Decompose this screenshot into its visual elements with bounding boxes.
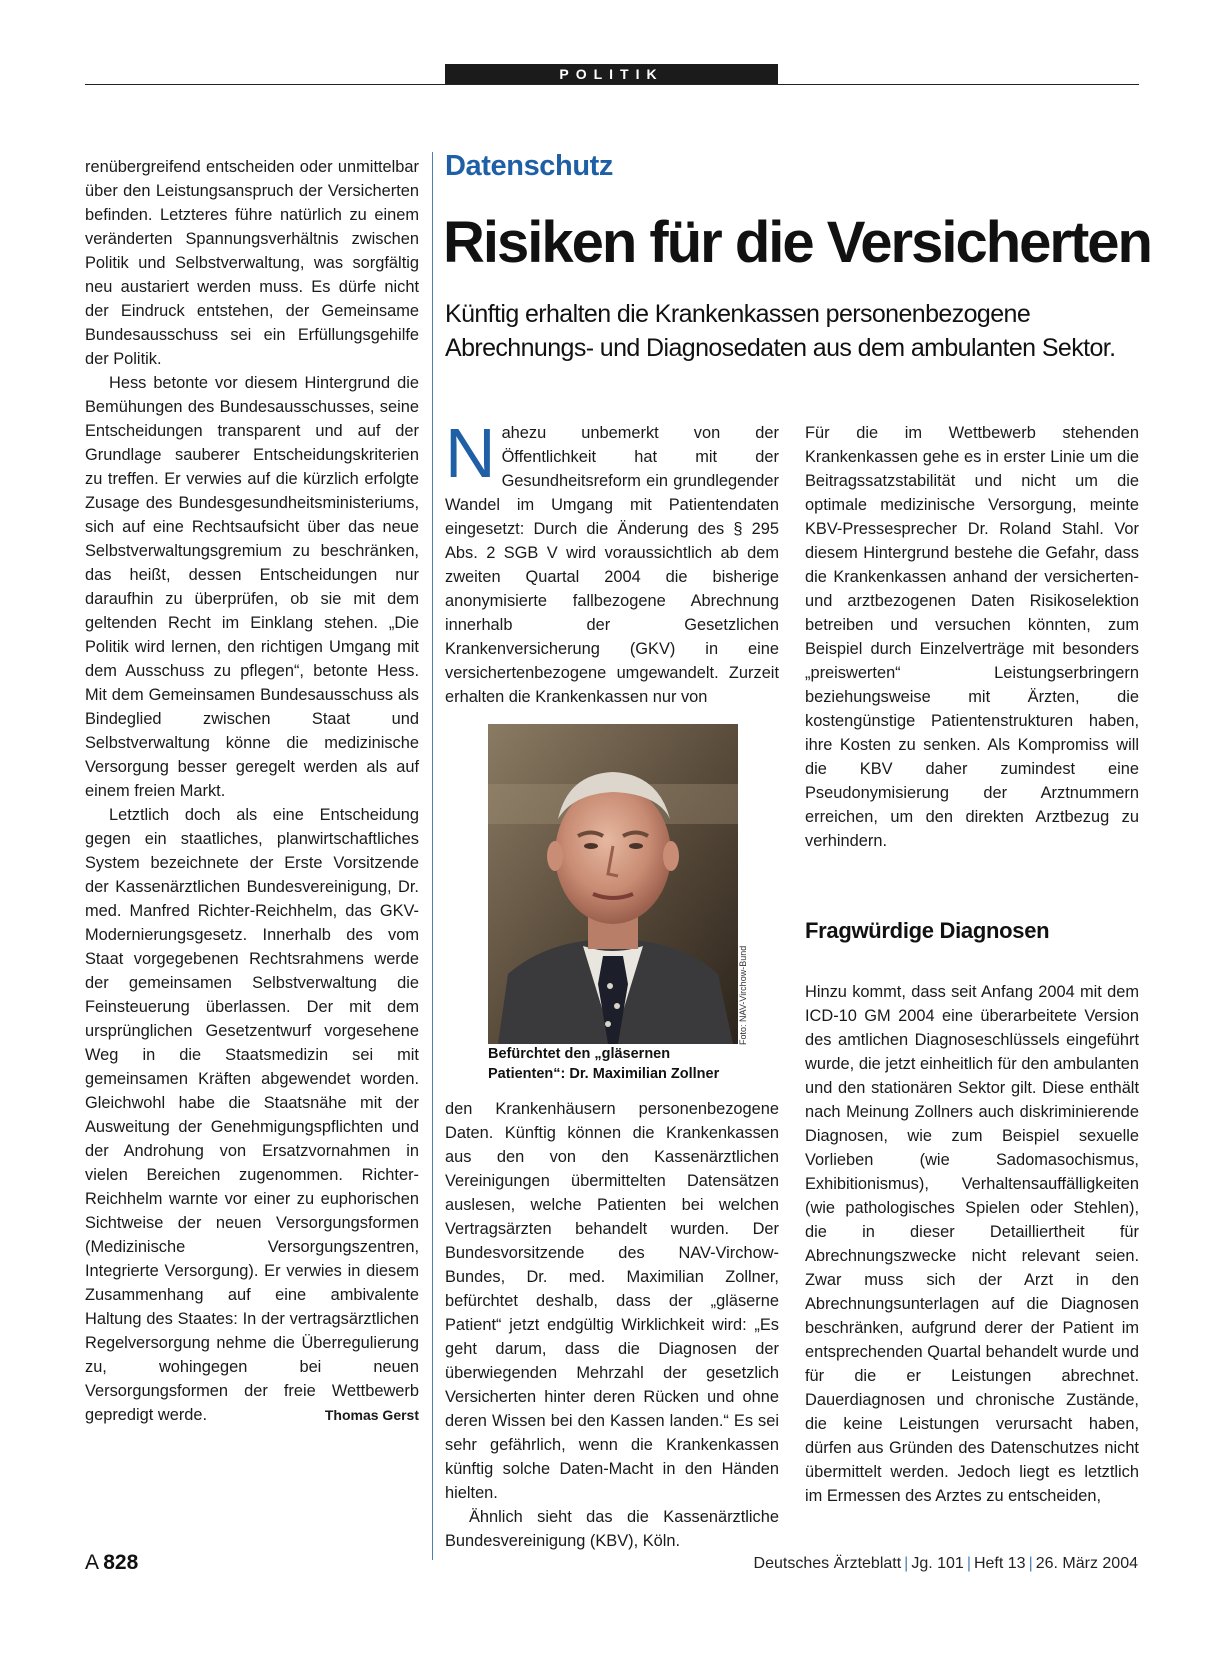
page-prefix: A [85, 1551, 100, 1574]
paragraph-text: Letztlich doch als eine Entscheidung gegen ein staatliches, planwirtschaftliches System bezeichnete der Erste Vorsitzende der Kassenärztlichen Bundesvereinigung, Dr. med. Manfred Richter-Reichhelm, das GKV-Modernierungsgesetz. Innerhalb des vom Staat vorgegebenen Rechtsrahmens werde der gemeinsamen Selbstverwaltung die Feinsteuerung überlassen. Der mit dem ursprünglichen Gesetzentwurf vorgesehene Weg in die Staatsmedizin sei mit gemeinsamen Kräften abgewendet worden. Gleichwohl habe die Staatsnähe mit der Ausweitung der Genehmigungspflichten und der Androhung von Ersatzvornahmen in vielen Bereichen zugenommen. Richter-Reichhelm warnte vor einer zu euphorischen Sichtweise der neuen Versorgungsformen (Medizinische Versorgungszentren, Integrierte Versorgung). Er verwies in diesem Zusammenhang auf eine ambivalente Haltung des Staates: In der vertragsärztlichen Regelversorgung nehme die Überregulierung zu, wohingegen bei neuen Versorgungsformen der freie Wettbewerb gepredigt werde. [85, 806, 419, 1424]
paragraph: Für die im Wettbewerb stehenden Krankenkassen gehe es in erster Linie um die Beitragssatzstabilität und nicht um die optimale medizinische Versorgung, meinte KBV-Pressesprecher Dr. Roland Stahl. Vor diesem Hintergrund bestehe die Gefahr, dass die Krankenkassen anhand der versicherten- und arztbezogenen Daten Risikoselektion betreiben und versuchen könnten, zum Beispiel durch Einzelverträge mit besonders „preiswerten“ Leistungserbringern beziehungsweise mit Ärzten, die kostengünstige Patientenstrukturen haben, ihre Kosten zu senken. Als Kompromiss will die KBV daher zumindest eine Pseudonymisierung der Arztnummern erreichen, um den direkten Arztbezug zu verhindern. [805, 424, 1139, 850]
portrait-illustration [488, 724, 738, 1044]
article-headline: Risiken für die Versicherten [443, 210, 1151, 275]
article-column-3-continued [805, 980, 1139, 1508]
paragraph [85, 803, 419, 1427]
issue: Heft 13 [973, 1555, 1026, 1572]
article-kicker: Datenschutz [445, 150, 614, 182]
photo-credit: Foto: NAV-Virchow-Bund [738, 945, 748, 1045]
previous-article-column [85, 155, 419, 1427]
portrait-photo [488, 724, 738, 1044]
article-column-3 [805, 421, 1139, 853]
paragraph: renübergreifend entscheiden oder unmittelbar über den Leistungsanspruch der Versicherten befinden. Letzteres führe natürlich zu einem veränderten Spannungsverhältnis zwischen Politik und Selbstverwaltung, was sorgfältig neu austariert werden muss. Es dürfe nicht der Eindruck entstehen, der Gemeinsame Bundesausschuss sei ein Erfüllungsgehilfe der Politik. [85, 158, 419, 368]
header-rule [85, 84, 1139, 85]
column-divider [432, 152, 433, 1560]
article-column-2-continued [445, 1097, 779, 1553]
section-label: POLITIK [445, 64, 778, 85]
paragraph: den Krankenhäusern personenbezogene Daten. Künftig können die Krankenkassen aus den von den Kassenärztlichen Vereinigungen übermittelten Datensätzen auslesen, welche Patienten bei welchen Vertragsärzten behandelt wurden. Der Bundesvorsitzende des NAV-Virchow-Bundes, Dr. med. Maximilian Zollner, befürchtet deshalb, dass der „gläserne Patient“ jetzt endgültig Wirklichkeit wird: „Es geht darum, dass die Diagnosen der überwiegenden Mehrzahl der gesetzlich Versicherten hinter deren Rücken und ohne deren Wissen bei den Kassen landen.“ Es sei sehr gefährlich, wenn die Krankenkassen künftig solche Daten-Macht in den Händen hielten. [445, 1100, 779, 1502]
article-deck: Künftig erhalten die Krankenkassen personenbezogene Abrechnungs- und Diagnosedaten aus dem ambulanten Sektor. [445, 300, 1116, 362]
photo-caption: Befürchtet den „gläsernen Patienten“: Dr. Maximilian Zollner [488, 1046, 720, 1082]
section-subhead: Fragwürdige Diagnosen [805, 918, 1050, 943]
paragraph: Hess betonte vor diesem Hintergrund die Bemühungen des Bundesausschusses, seine Entscheidungen transparent und auf der Grundlage sauberer Entscheidungskriterien zu treffen. Er verwies auf die kürzlich erfolgte Zusage des Bundesgesundheitsministeriums, sich auf eine Rechtsaufsicht über das neue Selbstverwaltungsgremium zu beschränken, das heißt, dessen Entscheidungen nur daraufhin zu überprüfen, ob sie mit dem geltenden Recht im Einklang stehen. „Die Politik wird lernen, den richtigen Umgang mit dem Ausschuss zu pflegen“, betonte Hess. Mit dem Gemeinsamen Bundesausschuss als Bindeglied zwischen Staat und Selbstverwaltung könne die medizinische Versorgung besser geregelt werden als auf einem freien Markt. [85, 374, 419, 800]
drop-cap: N [445, 414, 496, 492]
page-number-value: 828 [103, 1551, 139, 1574]
author-byline: Thomas Gerst [324, 1407, 419, 1423]
journal-name: Deutsches Ärzteblatt [753, 1555, 902, 1572]
article-column-2 [445, 414, 779, 709]
volume: Jg. 101 [911, 1555, 964, 1572]
paragraph: Hinzu kommt, dass seit Anfang 2004 mit dem ICD-10 GM 2004 eine überarbeitete Version des amtlichen Diagnoseschlüssels eingeführt wurde, die jetzt einheitlich für den ambulanten und den stationären Sektor gilt. Diese enthält nach Meinung Zollners auch diskriminierende Diagnosen, wie zum Beispiel sexuelle Vorlieben (wie Sadomasochismus, Exhibitionismus), Verhaltensauffälligkeiten (wie pathologisches Spielen oder Stehlen), die in dieser Detailliertheit für Abrechnungszwecke nicht relevant seien. Zwar muss sich der Arzt in den Abrechnungsunterlagen auf die Diagnosen beschränken, aufgrund derer der Patient im entsprechenden Quartal behandelt wurde und für die er Leistungen abrechnet. Dauerdiagnosen und chronische Zustände, die keine Leistungen verursacht haben, dürfen aus Gründen des Datenschutzes nicht übermittelt werden. Jedoch liegt es letztlich im Ermessen des Arztes zu entscheiden, [805, 983, 1139, 1505]
paragraph [445, 414, 779, 709]
paragraph: Ähnlich sieht das die Kassenärztliche Bundesvereinigung (KBV), Köln. [445, 1508, 779, 1550]
issue-date: 26. März 2004 [1035, 1555, 1138, 1572]
page-number [85, 1551, 138, 1575]
publication-info: Deutsches Ärzteblatt | Jg. 101 | Heft 13 | 26. März 2004 [753, 1555, 1138, 1572]
paragraph-text: ahezu unbemerkt von der Öffentlichkeit hat mit der Gesundheitsreform ein grundlegender Wandel im Umgang mit Patientendaten eingesetzt: Durch die Änderung des § 295 Abs. 2 SGB V wird voraussichtlich ab dem zweiten Quartal 2004 die bisherige anonymisierte fallbezogene Abrechnung innerhalb der Gesetzlichen Krankenversicherung (GKV) in eine versichertenbezogene umgewandelt. Zurzeit erhalten die Krankenkassen nur von [445, 424, 779, 706]
